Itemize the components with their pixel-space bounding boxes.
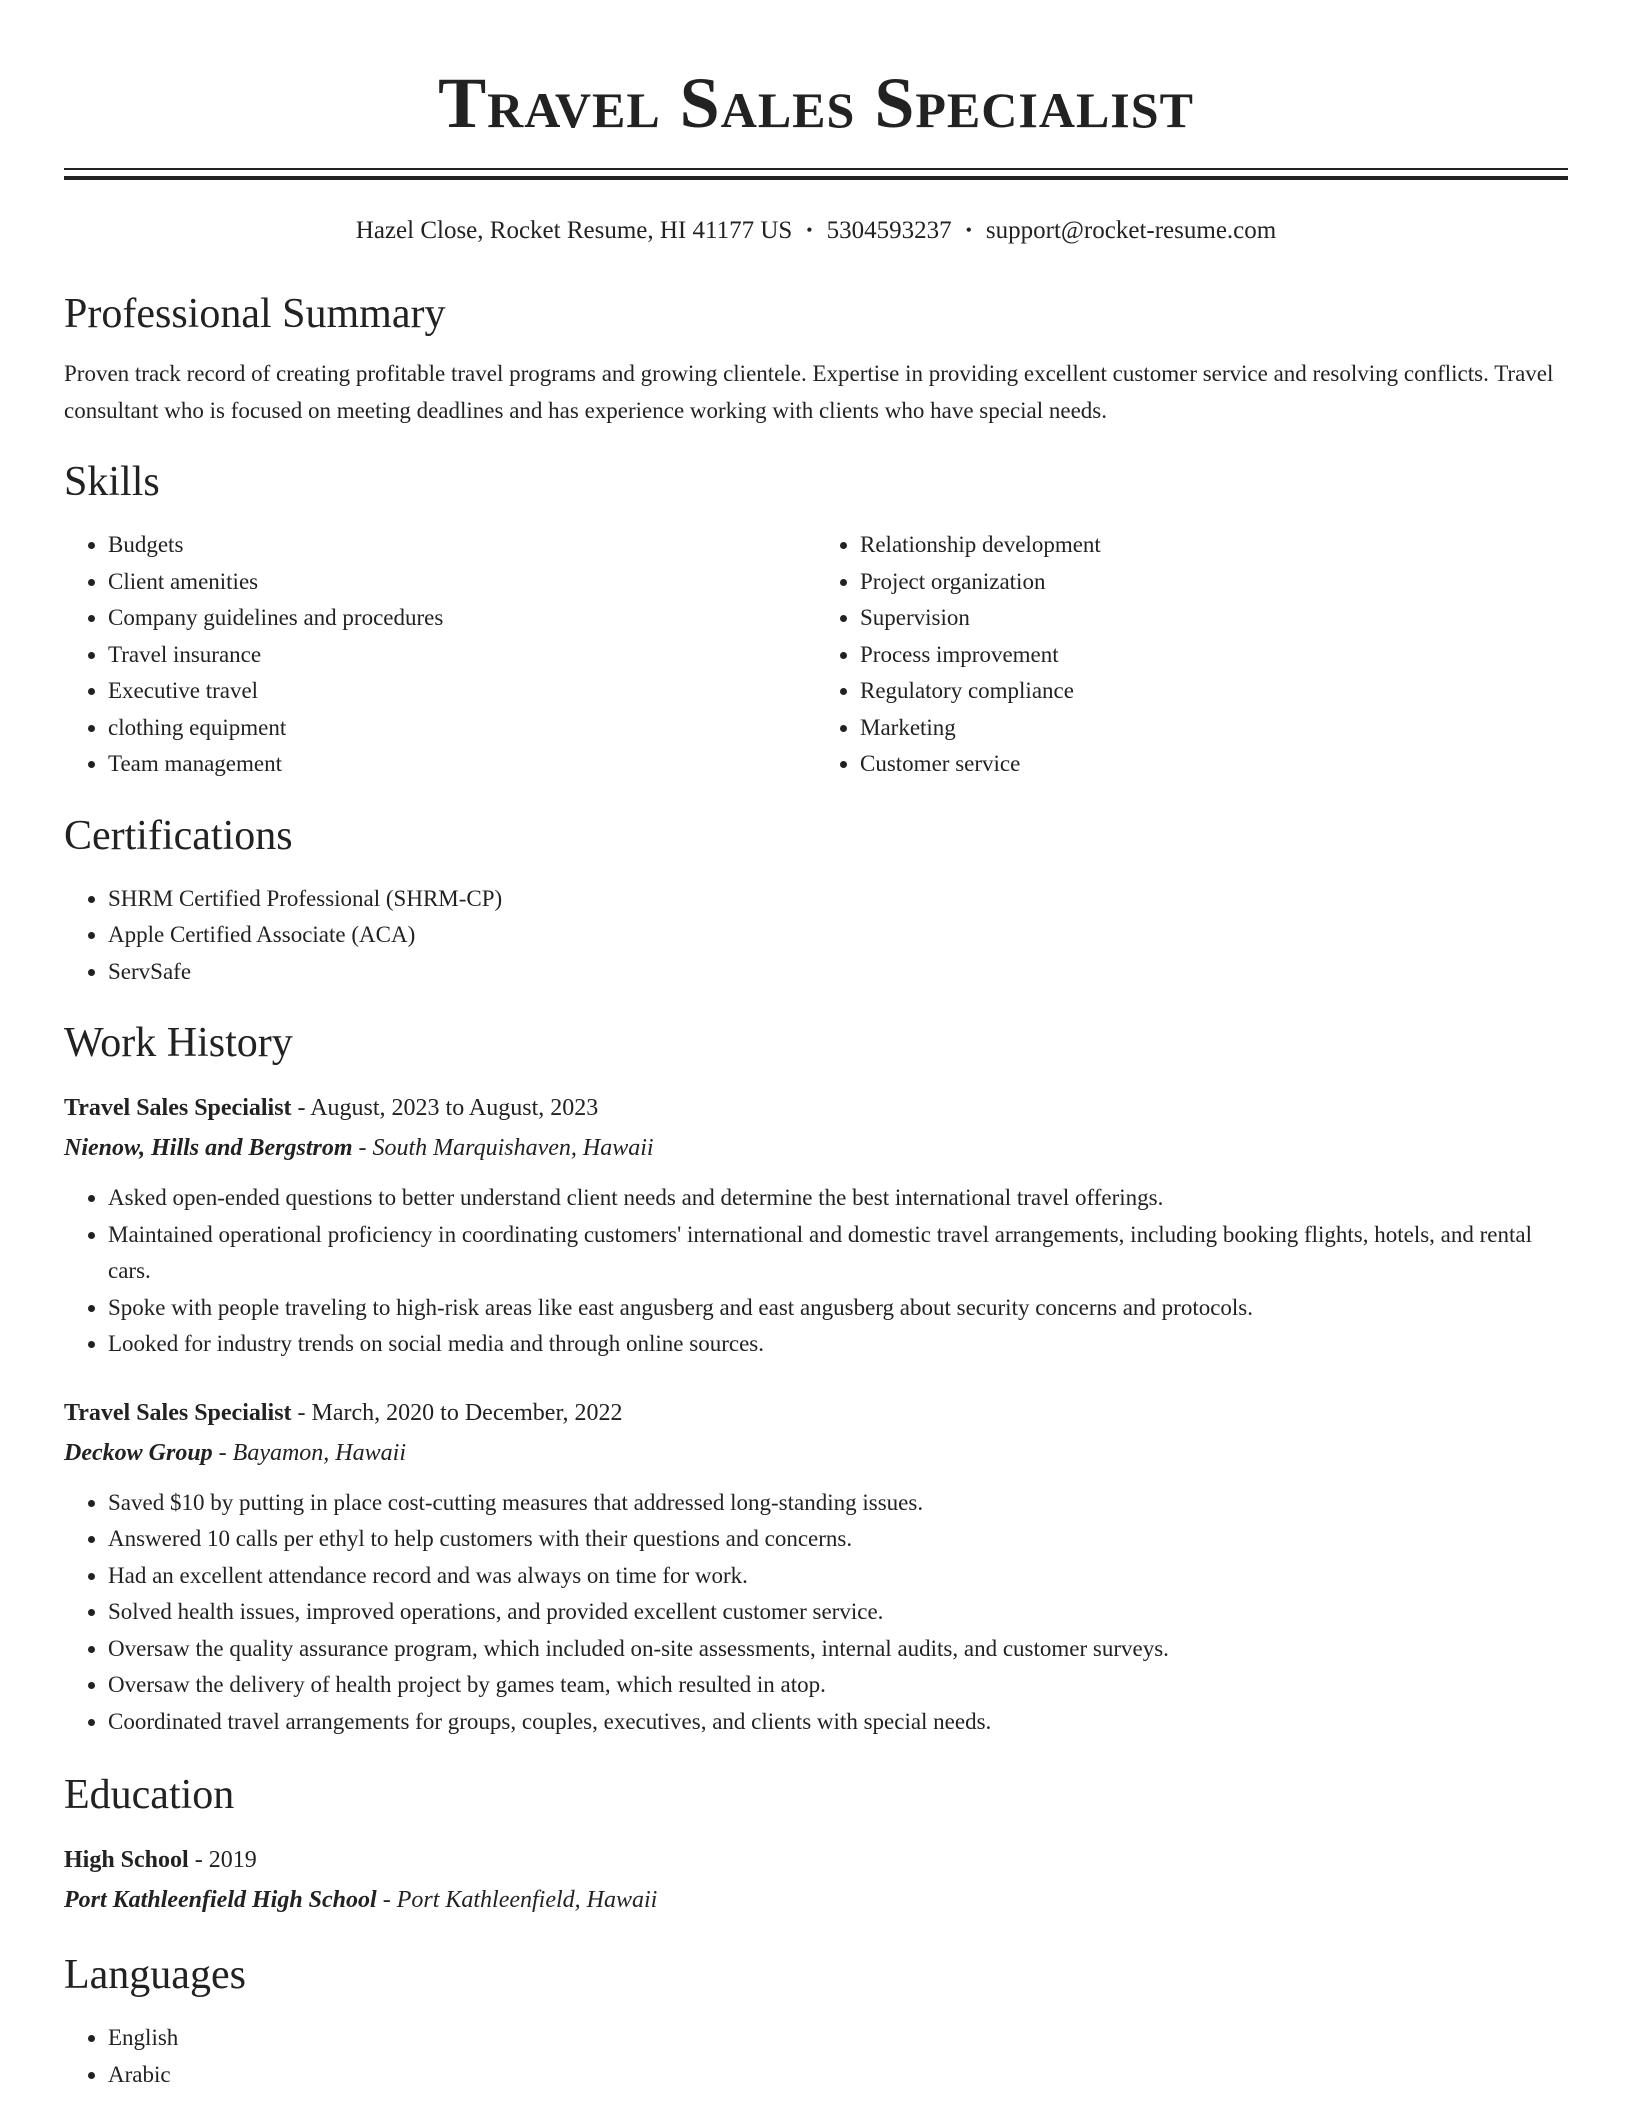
contact-phone: 5304593237	[826, 217, 952, 244]
job-entry-1	[64, 1088, 1568, 1363]
certification-item: • Apple Certified Associate (ACA)	[108, 917, 1568, 954]
skill-item: • Team management	[108, 746, 816, 783]
certifications-heading: Certifications	[64, 812, 293, 859]
job-location: - South Marquishaven, Hawaii	[352, 1135, 654, 1161]
job-bullet: • Maintained operational proficiency in coordinating customers' international and domestic travel arrangements, including booking flights, hotels, and rental cars.	[108, 1217, 1568, 1290]
skill-item: • Budgets	[108, 527, 816, 564]
job-title-line	[64, 1088, 1568, 1128]
contact-separator-2: •	[965, 220, 972, 240]
certification-item: • ServSafe	[108, 954, 1568, 991]
skill-item: • clothing equipment	[108, 710, 816, 747]
skills-list-right	[816, 527, 1568, 783]
summary-heading: Professional Summary	[64, 291, 446, 337]
job-bullets	[64, 1485, 1568, 1741]
certification-item: • SHRM Certified Professional (SHRM-CP)	[108, 881, 1568, 918]
contact-address: Hazel Close, Rocket Resume, HI 41177 US	[355, 217, 793, 244]
skill-item: • Travel insurance	[108, 637, 816, 674]
skill-item: • Executive travel	[108, 673, 816, 710]
summary-text: Proven track record of creating profitable travel programs and growing clientele. Expertise in providing excellent customer service and resolving conflicts. Travel consultant who is focused on meeting deadlines and has experience working with clients who have special needs.	[64, 361, 1554, 423]
job-bullet: • Oversaw the delivery of health project by games team, which resulted in atop.	[108, 1667, 1568, 1704]
job-bullet: • Had an excellent attendance record and was always on time for work.	[108, 1558, 1568, 1595]
job-bullet: • Asked open-ended questions to better understand client needs and determine the best international travel offerings.	[108, 1180, 1568, 1217]
contact-separator-1: •	[806, 220, 813, 240]
skill-item: • Company guidelines and procedures	[108, 600, 816, 637]
job-dates: - March, 2020 to December, 2022	[291, 1399, 623, 1426]
skills-list-left	[64, 527, 816, 783]
title-double-rule	[64, 168, 1568, 180]
job-bullet: • Coordinated travel arrangements for groups, couples, executives, and clients with special needs.	[108, 1704, 1568, 1741]
education-school: Port Kathleenfield High School	[64, 1887, 377, 1913]
certifications-list	[64, 881, 1568, 991]
skill-item: • Relationship development	[860, 527, 1568, 564]
job-bullet: • Solved health issues, improved operations, and provided excellent customer service.	[108, 1594, 1568, 1631]
skill-item: • Project organization	[860, 564, 1568, 601]
job-company-line	[64, 1128, 1568, 1168]
skills-heading: Skills	[64, 459, 160, 505]
job-company: Nienow, Hills and Bergstrom	[64, 1135, 353, 1161]
languages-heading: Languages	[64, 1952, 246, 1998]
job-bullets	[64, 1180, 1568, 1363]
skill-item: • Process improvement	[860, 637, 1568, 674]
job-title-line	[64, 1393, 1568, 1433]
contact-line	[64, 214, 1568, 247]
skill-item: • Marketing	[860, 710, 1568, 747]
language-item: • Arabic	[108, 2057, 1568, 2094]
skill-item: • Customer service	[860, 746, 1568, 783]
job-company: Deckow Group	[64, 1439, 213, 1466]
education-heading: Education	[64, 1772, 235, 1818]
job-title: Travel Sales Specialist	[64, 1095, 292, 1121]
education-degree: High School	[64, 1847, 189, 1873]
job-bullet: • Answered 10 calls per ethyl to help customers with their questions and concerns.	[108, 1521, 1568, 1558]
resume-page	[64, 0, 1568, 2093]
job-bullet: • Spoke with people traveling to high-risk areas like east angusberg and east angusberg about security concerns and protocols.	[108, 1290, 1568, 1327]
contact-email: support@rocket-resume.com	[985, 217, 1277, 244]
language-item: • English	[108, 2020, 1568, 2057]
skills-columns	[64, 527, 1568, 783]
languages-list	[64, 2020, 1568, 2093]
job-bullet: • Looked for industry trends on social media and through online sources.	[108, 1326, 1568, 1363]
skill-item: • Supervision	[860, 600, 1568, 637]
job-entry-2	[64, 1393, 1568, 1741]
job-dates: - August, 2023 to August, 2023	[291, 1095, 599, 1121]
job-title: Travel Sales Specialist	[64, 1399, 292, 1426]
skill-item: • Client amenities	[108, 564, 816, 601]
job-company-line	[64, 1433, 1568, 1473]
job-bullet: • Oversaw the quality assurance program, which included on-site assessments, internal audits, and customer surveys.	[108, 1631, 1568, 1668]
education-location: - Port Kathleenfield, Hawaii	[376, 1887, 658, 1913]
job-bullet: • Saved $10 by putting in place cost-cutting measures that addressed long-standing issues.	[108, 1485, 1568, 1522]
education-school-line	[64, 1880, 1568, 1920]
skill-item: • Regulatory compliance	[860, 673, 1568, 710]
work-history-heading: Work History	[64, 1020, 293, 1066]
education-degree-line	[64, 1840, 1568, 1880]
job-location: - Bayamon, Hawaii	[212, 1439, 406, 1466]
education-year: - 2019	[188, 1847, 257, 1873]
resume-title: Travel Sales Specialist	[438, 63, 1194, 143]
